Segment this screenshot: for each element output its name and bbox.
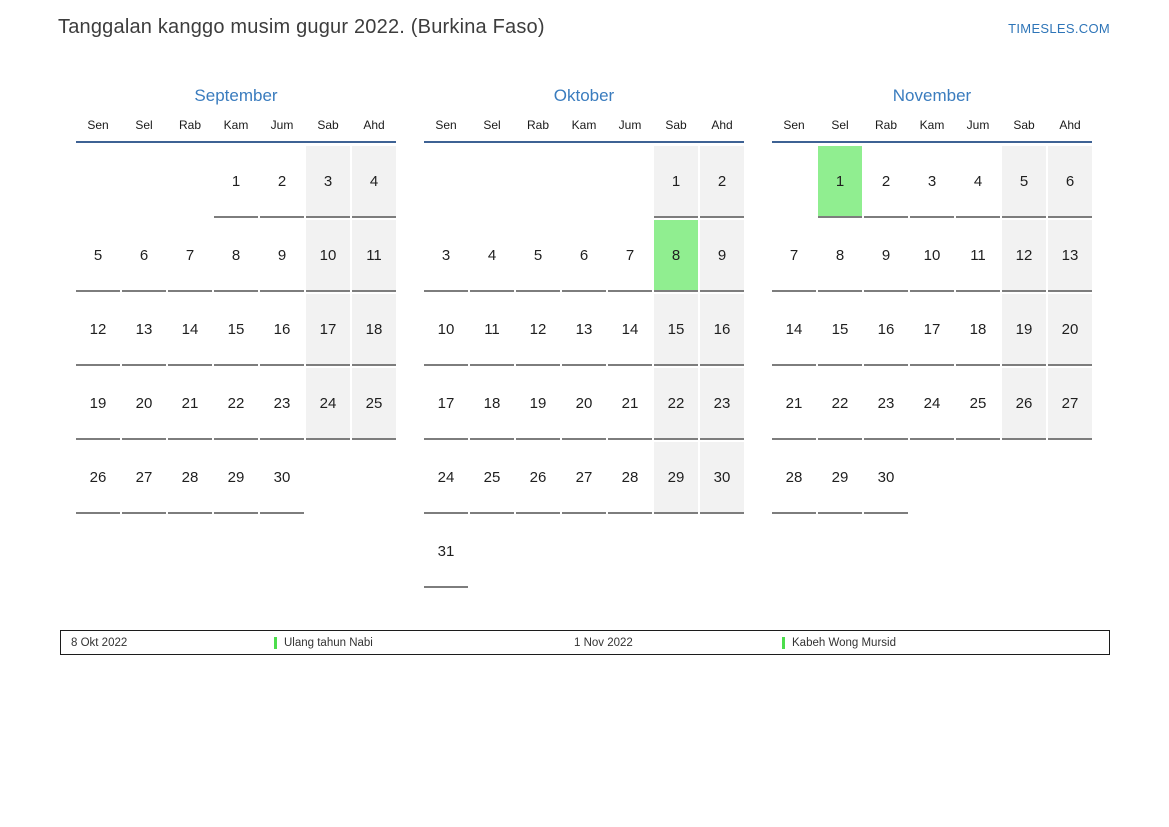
event-marker-icon [274,637,277,649]
day-cell-empty [122,146,166,218]
day-cell: 12 [516,294,560,366]
day-cell: 4 [352,146,396,218]
day-cell: 1 [214,146,258,218]
day-cell: 27 [1048,368,1092,440]
day-cell-empty [424,146,468,218]
weekday-label: Jum [270,118,294,132]
day-cell: 30 [864,442,908,514]
weekday-label: Sab [317,118,339,132]
legend-event [782,637,1109,649]
day-cell-empty [1002,442,1046,514]
month-oktober [424,84,744,588]
day-cell: 22 [654,368,698,440]
day-cell: 12 [1002,220,1046,292]
day-cell: 20 [562,368,606,440]
day-cell: 6 [1048,146,1092,218]
days-grid [424,146,744,588]
day-cell: 31 [424,516,468,588]
weekday-label: Kam [223,118,249,132]
day-cell-empty [772,146,816,218]
day-cell: 19 [76,368,120,440]
day-cell: 11 [352,220,396,292]
day-cell: 8 [818,220,862,292]
day-cell-empty [562,516,606,588]
day-cell: 14 [608,294,652,366]
day-cell: 6 [562,220,606,292]
site-link[interactable]: TIMESLES.COM [1008,21,1110,36]
day-cell: 22 [818,368,862,440]
day-cell: 16 [260,294,304,366]
weekday-label: Kam [919,118,945,132]
legend-date: 8 Okt 2022 [71,636,128,649]
day-cell: 23 [864,368,908,440]
weekday-header-row [772,118,1092,143]
weekday-header-row [76,118,396,143]
weekday-label: Sel [135,118,153,132]
day-cell: 28 [772,442,816,514]
legend-event-label: Ulang tahun Nabi [284,636,373,649]
day-cell-empty [470,146,514,218]
day-cell: 15 [654,294,698,366]
day-cell: 7 [772,220,816,292]
day-cell: 26 [1002,368,1046,440]
day-cell: 25 [956,368,1000,440]
day-cell: 18 [470,368,514,440]
legend-date: 1 Nov 2022 [574,636,633,649]
day-cell: 15 [818,294,862,366]
day-cell: 14 [772,294,816,366]
day-cell-empty [700,516,744,588]
day-cell: 23 [260,368,304,440]
day-cell: 13 [1048,220,1092,292]
day-cell-empty [1048,442,1092,514]
weekday-label: Rab [178,118,201,132]
weekday-label: Sab [665,118,687,132]
day-cell: 5 [516,220,560,292]
weekday-label: Sab [1013,118,1035,132]
day-cell-empty [168,146,212,218]
day-cell: 17 [306,294,350,366]
day-cell: 24 [910,368,954,440]
day-cell: 17 [910,294,954,366]
weekday-label: Ahd [363,118,385,132]
day-cell: 10 [424,294,468,366]
weekday-label: Rab [526,118,549,132]
day-cell: 20 [122,368,166,440]
month-november [772,84,1092,588]
day-cell-empty [910,442,954,514]
day-cell: 6 [122,220,166,292]
weekday-label: Ahd [711,118,733,132]
day-cell: 14 [168,294,212,366]
day-cell: 19 [516,368,560,440]
day-cell: 26 [516,442,560,514]
day-cell: 30 [700,442,744,514]
weekday-label: Rab [874,118,897,132]
weekday-label: Sen [87,118,109,132]
day-cell: 4 [470,220,514,292]
day-cell: 7 [168,220,212,292]
day-cell-empty [516,516,560,588]
day-cell: 24 [306,368,350,440]
day-cell: 10 [306,220,350,292]
day-cell: 18 [956,294,1000,366]
day-cell: 11 [470,294,514,366]
weekday-label: Sen [435,118,457,132]
topbar [58,16,1110,39]
highlighted-day-cell: 8 [654,220,698,292]
day-cell: 3 [306,146,350,218]
day-cell: 4 [956,146,1000,218]
weekday-label: Sel [831,118,849,132]
day-cell-empty [352,442,396,514]
day-cell: 29 [818,442,862,514]
day-cell: 27 [122,442,166,514]
day-cell: 16 [700,294,744,366]
day-cell: 28 [608,442,652,514]
day-cell: 17 [424,368,468,440]
day-cell: 16 [864,294,908,366]
day-cell-empty [306,442,350,514]
day-cell: 15 [214,294,258,366]
day-cell: 9 [700,220,744,292]
weekday-label: Sel [483,118,501,132]
day-cell: 5 [76,220,120,292]
days-grid [772,146,1092,514]
day-cell-empty [608,146,652,218]
day-cell: 18 [352,294,396,366]
highlighted-day-cell: 1 [818,146,862,218]
day-cell: 21 [608,368,652,440]
day-cell: 7 [608,220,652,292]
weekday-label: Jum [966,118,990,132]
day-cell: 12 [76,294,120,366]
day-cell: 2 [864,146,908,218]
day-cell: 21 [772,368,816,440]
day-cell-empty [470,516,514,588]
day-cell: 9 [260,220,304,292]
day-cell: 2 [700,146,744,218]
day-cell: 20 [1048,294,1092,366]
month-title: September [194,86,278,105]
weekday-label: Ahd [1059,118,1081,132]
weekday-label: Kam [571,118,597,132]
day-cell-empty [76,146,120,218]
day-cell-empty [654,516,698,588]
day-cell: 21 [168,368,212,440]
day-cell-empty [516,146,560,218]
months-container [76,84,1092,588]
day-cell: 27 [562,442,606,514]
day-cell-empty [956,442,1000,514]
day-cell: 5 [1002,146,1046,218]
day-cell: 28 [168,442,212,514]
day-cell: 13 [562,294,606,366]
month-title: November [892,86,972,105]
day-cell: 9 [864,220,908,292]
day-cell: 25 [470,442,514,514]
day-cell: 26 [76,442,120,514]
page-title: Tanggalan kanggo musim gugur 2022. (Burkina Faso) [58,16,545,38]
day-cell: 25 [352,368,396,440]
day-cell: 24 [424,442,468,514]
day-cell: 10 [910,220,954,292]
day-cell-empty [562,146,606,218]
month-title: Oktober [553,86,615,105]
legend-bar [60,630,1110,655]
day-cell: 11 [956,220,1000,292]
day-cell-empty [608,516,652,588]
legend-event-label: Kabeh Wong Mursid [792,636,896,649]
legend-event [274,637,564,649]
day-cell: 29 [214,442,258,514]
day-cell: 23 [700,368,744,440]
day-cell: 3 [910,146,954,218]
month-september [76,84,396,588]
day-cell: 3 [424,220,468,292]
days-grid [76,146,396,514]
weekday-label: Sen [783,118,805,132]
day-cell: 19 [1002,294,1046,366]
event-marker-icon [782,637,785,649]
day-cell: 30 [260,442,304,514]
day-cell: 2 [260,146,304,218]
day-cell: 8 [214,220,258,292]
weekday-label: Jum [618,118,642,132]
day-cell: 22 [214,368,258,440]
day-cell: 13 [122,294,166,366]
weekday-header-row [424,118,744,143]
day-cell: 29 [654,442,698,514]
day-cell: 1 [654,146,698,218]
